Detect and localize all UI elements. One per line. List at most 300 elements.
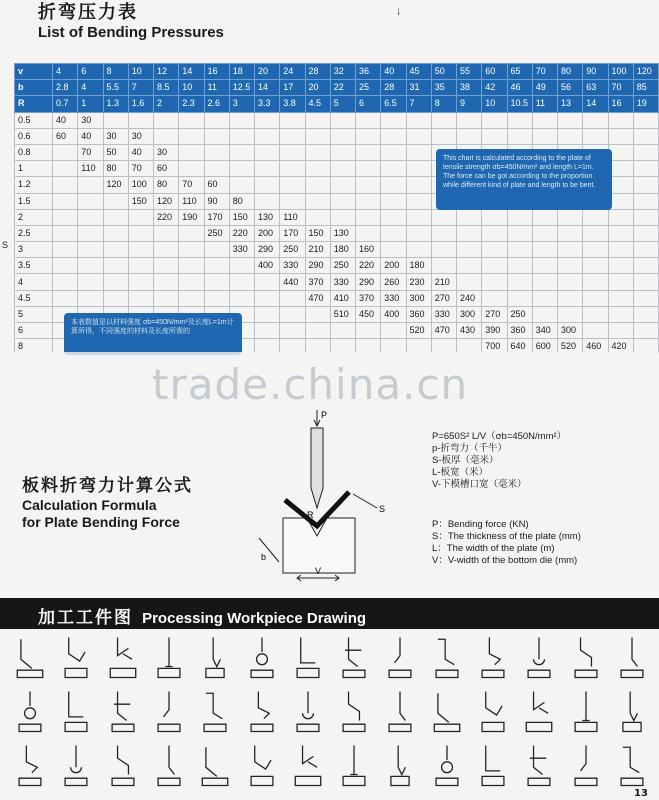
pressure-cell [381, 144, 406, 160]
pressure-cell [280, 144, 305, 160]
workpiece-drawing-path [621, 747, 643, 785]
table-row [15, 112, 659, 128]
workpiece-drawing-icon [10, 632, 50, 682]
pressure-cell [103, 242, 128, 258]
pressure-cell [532, 112, 557, 128]
table-row [15, 290, 659, 306]
pressure-cell [457, 225, 482, 241]
pressure-cell [532, 306, 557, 322]
pressure-cell [78, 258, 103, 274]
workpiece-drawing-icon [149, 686, 189, 736]
formula-line: L-板宽（米） [432, 467, 488, 478]
pressure-cell [305, 306, 330, 322]
pressure-cell [154, 290, 179, 306]
header-cell: 45 [406, 64, 431, 80]
header-cell: 1.6 [128, 96, 153, 112]
pressure-cell: 60 [53, 128, 78, 144]
label-s: S [379, 504, 386, 514]
workpiece-drawing-path [295, 745, 320, 785]
header-cell: 10 [482, 96, 507, 112]
table-row [15, 242, 659, 258]
formula-title-english-1: Calculation Formula [22, 497, 157, 513]
workpiece-drawing-icon [334, 686, 374, 736]
pressure-cell [356, 339, 381, 353]
workpiece-drawing-icon [149, 632, 189, 682]
pressure-cell: 100 [128, 177, 153, 193]
workpiece-drawing-icon [380, 740, 420, 790]
pressure-cell [229, 128, 254, 144]
pressure-cell [305, 193, 330, 209]
header-cell: 1 [78, 96, 103, 112]
pressure-cell [229, 290, 254, 306]
pressure-cell [179, 144, 204, 160]
pressure-cell: 180 [406, 258, 431, 274]
pressure-cell [457, 274, 482, 290]
workpiece-drawing-icon [427, 740, 467, 790]
pressure-cell [330, 112, 355, 128]
workpiece-drawing-icon [380, 632, 420, 682]
workpiece-drawing-icon [334, 632, 374, 682]
formula-title-chinese: 板料折弯力计算公式 [22, 476, 193, 496]
pressure-cell: 400 [381, 306, 406, 322]
workpiece-drawing-path [158, 691, 180, 731]
pressure-cell [204, 144, 229, 160]
pressure-cell: 300 [457, 306, 482, 322]
workpiece-drawing-path [65, 745, 87, 785]
header-row-label: b [15, 80, 53, 96]
pressure-cell [356, 193, 381, 209]
header-cell: 42 [482, 80, 507, 96]
pressure-cell [633, 339, 658, 353]
pressure-cell: 120 [154, 193, 179, 209]
pressure-cell [356, 128, 381, 144]
pressure-cell: 80 [154, 177, 179, 193]
header-cell: 6 [78, 64, 103, 80]
table-row [15, 274, 659, 290]
thickness-cell: 4 [15, 274, 53, 290]
thickness-cell: 1.2 [15, 177, 53, 193]
header-cell: 7 [406, 96, 431, 112]
pressure-cell [583, 323, 608, 339]
pressure-cell [179, 112, 204, 128]
label-r: R [307, 510, 314, 520]
workpiece-drawing-path [623, 691, 641, 731]
pressure-cell [255, 290, 280, 306]
pressure-cell: 130 [255, 209, 280, 225]
workpiece-drawing-path [482, 637, 504, 677]
title-chinese: 折弯压力表 [38, 2, 138, 23]
pressure-cell: 40 [53, 112, 78, 128]
pressure-cell [255, 144, 280, 160]
workpiece-drawing-icon [288, 632, 328, 682]
workpiece-title [38, 603, 366, 628]
pressure-cell [179, 161, 204, 177]
pressure-cell [558, 112, 583, 128]
pressure-cell [305, 161, 330, 177]
workpiece-drawing-icon [10, 740, 50, 790]
pressure-cell [179, 290, 204, 306]
pressure-cell [608, 209, 633, 225]
header-cell: 12.5 [229, 80, 254, 96]
header-cell: 63 [583, 80, 608, 96]
pressure-cell: 220 [356, 258, 381, 274]
pressure-cell [507, 128, 532, 144]
pressure-cell: 110 [78, 161, 103, 177]
header-cell: 11 [532, 96, 557, 112]
stray-mark: ᛍ [395, 6, 403, 20]
pressure-cell [381, 128, 406, 144]
pressure-cell: 360 [507, 323, 532, 339]
pressure-cell [431, 258, 456, 274]
pressure-cell [305, 209, 330, 225]
pressure-cell [633, 128, 658, 144]
pressure-cell: 330 [330, 274, 355, 290]
pressure-cell [431, 209, 456, 225]
pressure-cell [583, 128, 608, 144]
workpiece-drawing-path [17, 639, 42, 677]
pressure-cell [154, 258, 179, 274]
table-row [15, 258, 659, 274]
workpiece-drawing-icon [10, 686, 50, 736]
pressure-cell [103, 225, 128, 241]
pressure-cell [457, 242, 482, 258]
pressure-cell [507, 290, 532, 306]
pressure-cell [53, 242, 78, 258]
pressure-cell [280, 161, 305, 177]
pressure-cell [204, 258, 229, 274]
pressure-cell [179, 225, 204, 241]
pressure-cell [583, 112, 608, 128]
pressure-cell [558, 306, 583, 322]
pressure-cell [558, 128, 583, 144]
thickness-cell: 3 [15, 242, 53, 258]
pressure-cell [305, 112, 330, 128]
pressure-cell: 220 [229, 225, 254, 241]
pressure-cell [128, 209, 153, 225]
header-cell: 22 [330, 80, 355, 96]
header-cell: 10 [128, 64, 153, 80]
pressure-cell [381, 193, 406, 209]
pressure-cell [532, 225, 557, 241]
pressure-cell: 250 [204, 225, 229, 241]
header-cell: 5 [330, 96, 355, 112]
pressure-cell [507, 258, 532, 274]
workpiece-drawing-path [251, 745, 273, 785]
pressure-cell [406, 225, 431, 241]
workpiece-drawing-icon [56, 632, 96, 682]
workpiece-drawing-icon [103, 740, 143, 790]
pressure-cell [229, 112, 254, 128]
pressure-cell [381, 161, 406, 177]
pressure-cell [381, 112, 406, 128]
pressure-cell [53, 274, 78, 290]
header-cell: 6 [356, 96, 381, 112]
header-cell: 28 [381, 80, 406, 96]
workpiece-drawing-icon [380, 686, 420, 736]
pressure-cell [482, 128, 507, 144]
pressure-cell: 360 [406, 306, 431, 322]
pressure-cell: 370 [305, 274, 330, 290]
pressure-cell [633, 112, 658, 128]
pressure-cell [53, 193, 78, 209]
pressure-cell [78, 177, 103, 193]
pressure-cell [128, 112, 153, 128]
pressure-cell [633, 323, 658, 339]
thickness-cell: 4.5 [15, 290, 53, 306]
pressure-cell [558, 274, 583, 290]
legend-line: L：The width of the plate (m) [432, 543, 555, 554]
header-cell: 49 [532, 80, 557, 96]
pressure-cell [280, 339, 305, 353]
pressure-cell [128, 290, 153, 306]
pressure-cell [482, 258, 507, 274]
pressure-cell [633, 209, 658, 225]
header-cell: 1.3 [103, 96, 128, 112]
pressure-cell [280, 290, 305, 306]
workpiece-drawing-path [621, 637, 643, 677]
pressure-cell [583, 306, 608, 322]
pressure-cell [406, 112, 431, 128]
pressure-cell [356, 225, 381, 241]
pressure-cell: 430 [457, 323, 482, 339]
pressure-cell [280, 193, 305, 209]
pressure-cell [78, 209, 103, 225]
pressure-cell [305, 339, 330, 353]
thickness-cell: 8 [15, 339, 53, 353]
pressure-cell [204, 242, 229, 258]
header-cell: 14 [583, 96, 608, 112]
thickness-cell: 2 [15, 209, 53, 225]
header-cell: 80 [558, 64, 583, 80]
formula-line: P=650S² L/V（σb=450N/mm²） [432, 431, 567, 442]
header-cell: 2.3 [179, 96, 204, 112]
pressure-cell [633, 258, 658, 274]
workpiece-drawing-path [482, 745, 504, 785]
pressure-cell [305, 144, 330, 160]
pressure-cell: 30 [103, 128, 128, 144]
pressure-cell: 200 [381, 258, 406, 274]
workpiece-title-english: Processing Workpiece Drawing [142, 610, 367, 627]
pressure-cell: 60 [154, 161, 179, 177]
pressure-cell: 330 [280, 258, 305, 274]
pressure-cell [532, 242, 557, 258]
header-cell: 20 [255, 64, 280, 80]
pressure-cell [330, 209, 355, 225]
pressure-cell [229, 144, 254, 160]
pressure-cell [431, 339, 456, 353]
pressure-cell [179, 128, 204, 144]
header-cell: 4 [53, 64, 78, 80]
pressure-cell [633, 144, 658, 160]
workpiece-drawing-icon [242, 740, 282, 790]
pressure-cell: 150 [229, 209, 254, 225]
workpiece-drawing-path [19, 745, 41, 785]
pressure-cell: 170 [204, 209, 229, 225]
pressure-cell [381, 339, 406, 353]
header-cell: 8.5 [154, 80, 179, 96]
header-cell: 3.8 [280, 96, 305, 112]
pressure-cell [583, 290, 608, 306]
pressure-cell [280, 323, 305, 339]
pressure-cell: 90 [204, 193, 229, 209]
workpiece-drawing-path [19, 691, 41, 731]
thickness-cell: 5 [15, 306, 53, 322]
pressure-cell [633, 193, 658, 209]
pressure-cell: 190 [179, 209, 204, 225]
pressure-cell: 150 [305, 225, 330, 241]
pressure-cell [608, 274, 633, 290]
pressure-cell [78, 193, 103, 209]
workpiece-drawing-path [434, 693, 459, 731]
header-cell: 32 [330, 64, 355, 80]
workpiece-drawing-path [65, 691, 87, 731]
pressure-cell: 270 [431, 290, 456, 306]
workpiece-drawing-path [482, 691, 504, 731]
pressure-cell: 270 [482, 306, 507, 322]
pressure-cell [431, 128, 456, 144]
punch-shape [311, 428, 323, 508]
pressure-cell [558, 209, 583, 225]
header-cell: 100 [608, 64, 633, 80]
workpiece-drawing-icon [56, 686, 96, 736]
workpiece-drawing-icon [195, 740, 235, 790]
pressure-cell: 400 [255, 258, 280, 274]
pressure-cell [255, 161, 280, 177]
workpiece-drawing-icon [103, 632, 143, 682]
pressure-cell: 250 [330, 258, 355, 274]
pressure-cell [154, 225, 179, 241]
header-cell: 4.5 [305, 96, 330, 112]
workpiece-drawing-path [436, 745, 458, 785]
pressure-cell: 40 [78, 128, 103, 144]
pressure-cell: 240 [457, 290, 482, 306]
pressure-cell [280, 306, 305, 322]
pressure-cell: 640 [507, 339, 532, 353]
pressure-cell [128, 258, 153, 274]
pressure-cell [457, 128, 482, 144]
page-number: 13 [634, 788, 648, 799]
header-cell: 120 [633, 64, 658, 80]
pressure-cell [507, 209, 532, 225]
pressure-cell: 520 [406, 323, 431, 339]
pressure-cell [229, 177, 254, 193]
header-cell: 10 [179, 80, 204, 96]
workpiece-drawing-path [436, 639, 458, 677]
pressure-cell [633, 290, 658, 306]
header-cell: 65 [507, 64, 532, 80]
header-cell: 9 [457, 96, 482, 112]
pressure-cell [255, 306, 280, 322]
workpiece-drawing-path [206, 637, 224, 677]
workpiece-drawing-path [297, 637, 319, 677]
pressure-cell [103, 193, 128, 209]
table-row [15, 225, 659, 241]
pressure-cell [78, 290, 103, 306]
formula-lines [432, 431, 566, 491]
header-cell: 2.8 [53, 80, 78, 96]
header-cell: 90 [583, 64, 608, 80]
header-cell: 19 [633, 96, 658, 112]
pressure-cell [431, 242, 456, 258]
pressure-cell: 200 [255, 225, 280, 241]
pressure-cell: 410 [330, 290, 355, 306]
pressure-cell [255, 193, 280, 209]
pressure-cell [608, 128, 633, 144]
pressure-cell [381, 177, 406, 193]
pressure-cell: 330 [229, 242, 254, 258]
workpiece-drawing-path [391, 745, 409, 785]
pressure-cell [482, 242, 507, 258]
header-cell: 16 [204, 64, 229, 80]
pressure-cell: 440 [280, 274, 305, 290]
pressure-cell [229, 258, 254, 274]
pressure-cell [507, 242, 532, 258]
header-cell: 5.5 [103, 80, 128, 96]
pressure-cell [179, 274, 204, 290]
pressure-cell [154, 242, 179, 258]
pressure-cell [330, 323, 355, 339]
label-b: b [261, 552, 267, 562]
pressure-cell: 210 [305, 242, 330, 258]
watermark: trade.china.cn [152, 360, 469, 409]
pressure-cell: 510 [330, 306, 355, 322]
workpiece-drawing-path [251, 637, 273, 677]
pressure-cell [406, 177, 431, 193]
header-cell: 31 [406, 80, 431, 96]
pressure-cell [406, 128, 431, 144]
pressure-cell [532, 274, 557, 290]
pressure-cell [356, 161, 381, 177]
header-cell: 70 [532, 64, 557, 80]
header-row [15, 80, 659, 96]
label-p: P [321, 410, 328, 420]
pressure-cell [53, 177, 78, 193]
pressure-cell [633, 161, 658, 177]
pressure-cell [406, 144, 431, 160]
workpiece-drawing-icon [242, 632, 282, 682]
page-header [38, 2, 224, 42]
pressure-cell: 330 [431, 306, 456, 322]
pressure-cell [330, 339, 355, 353]
pressure-cell [78, 242, 103, 258]
pressure-cell [53, 161, 78, 177]
workpiece-drawing-icon [195, 632, 235, 682]
workpiece-drawing-icon [334, 740, 374, 790]
header-cell: 14 [255, 80, 280, 96]
header-row-label: R [15, 96, 53, 112]
workpiece-drawing-icon [566, 686, 606, 736]
header-cell: 2.6 [204, 96, 229, 112]
label-v: V [315, 566, 322, 576]
thickness-cell: 3.5 [15, 258, 53, 274]
workpiece-drawing-path [575, 745, 597, 785]
pressure-cell: 370 [356, 290, 381, 306]
pressure-cell: 60 [204, 177, 229, 193]
workpiece-drawing-icon [56, 740, 96, 790]
pressure-cell [633, 274, 658, 290]
pressure-cell: 260 [381, 274, 406, 290]
pressure-cell: 30 [154, 144, 179, 160]
workpiece-drawing-icon [473, 686, 513, 736]
pressure-cell [204, 274, 229, 290]
header-cell: 55 [457, 64, 482, 80]
pressure-cell [608, 306, 633, 322]
pressure-cell [305, 323, 330, 339]
header-cell: 3 [229, 96, 254, 112]
pressure-cell [204, 290, 229, 306]
header-cell: 28 [305, 64, 330, 80]
legend-line: S：The thickness of the plate (mm) [432, 531, 581, 542]
